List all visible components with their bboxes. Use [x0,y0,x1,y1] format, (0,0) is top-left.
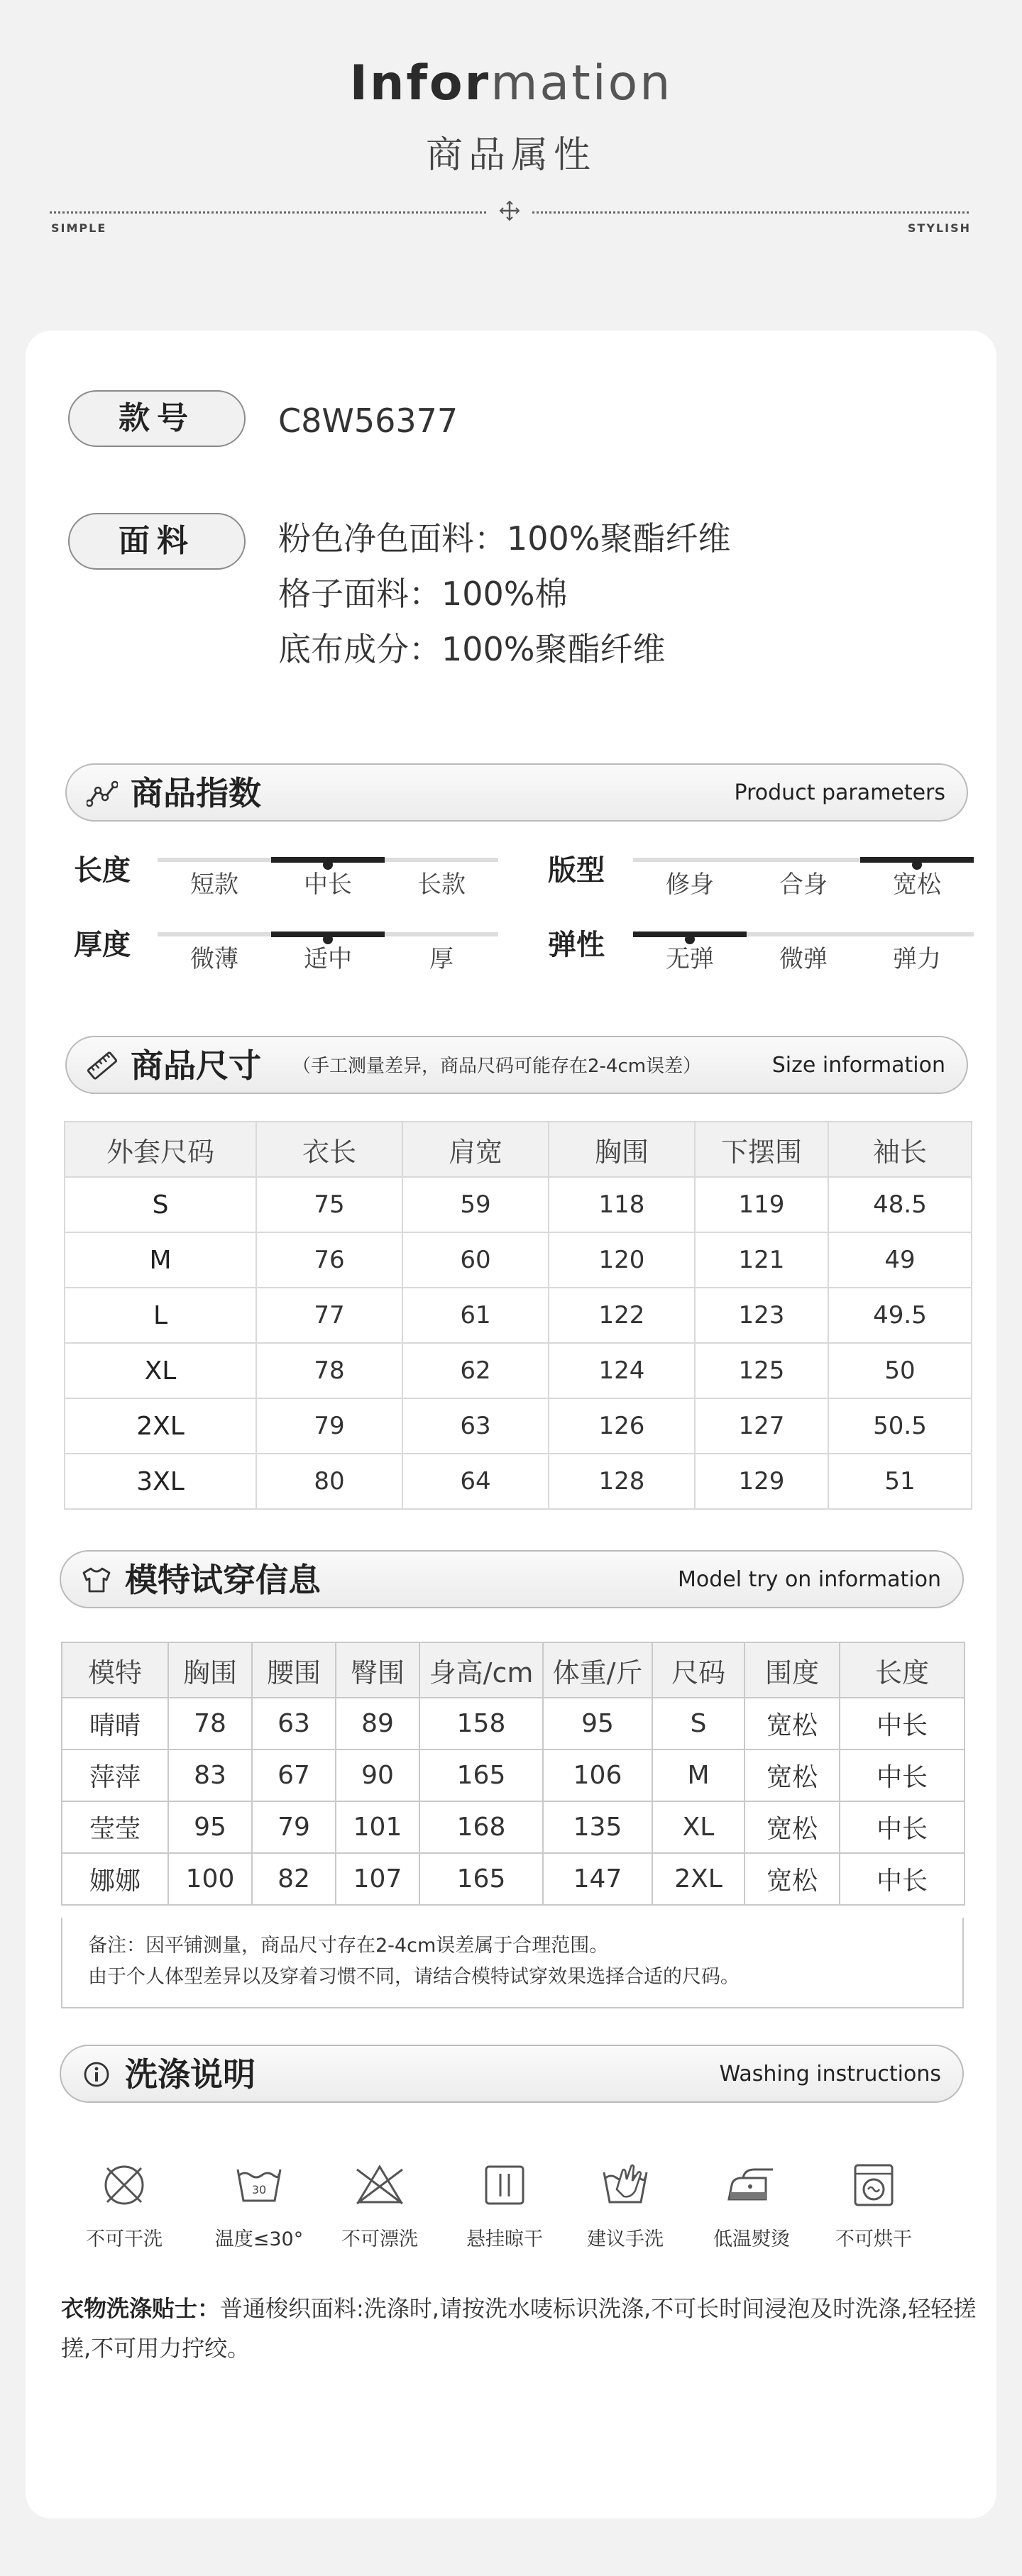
fabric-line: 格子面料：100%棉 [278,575,568,613]
table-cell: 89 [336,1698,419,1749]
table-cell: 129 [695,1454,828,1509]
section-model-info [60,1550,964,1608]
info-icon [81,2060,112,2089]
note-line: 由于个人体型差异以及穿着习惯不同，请结合模特试穿效果选择合适的尺码。 [88,1966,740,1988]
table-cell: 宽松 [744,1801,840,1853]
section-en-title: Model try on information [677,1567,941,1592]
table-cell: 121 [695,1232,828,1288]
no-bleach-icon [351,2157,408,2213]
table-cell: 3XL [65,1454,256,1509]
param-label: 版型 [548,854,605,887]
param-option: 长款 [417,870,466,899]
fabric-line: 底布成分：100%聚酯纤维 [278,630,666,668]
table-cell: 78 [256,1343,402,1398]
table-row [65,1398,972,1454]
table-header-cell: 衣长 [256,1122,402,1177]
table-cell: 123 [695,1288,828,1343]
wash-item [820,2157,927,2251]
table-cell: 宽松 [744,1698,840,1749]
table-header-cell: 围度 [744,1642,840,1698]
table-cell: 50 [828,1343,972,1398]
table-cell: 63 [402,1398,549,1454]
divider-right [532,211,969,214]
table-cell: 80 [256,1454,402,1509]
section-title: 洗涤说明 [125,2055,256,2094]
wash-30-icon [231,2157,287,2213]
table-header-cell: 体重/斤 [543,1642,652,1698]
washing-tips [61,2289,977,2368]
code-value: C8W56377 [278,402,458,440]
table-cell: 126 [549,1398,695,1454]
table-row [65,1232,972,1288]
param-option: 微薄 [190,945,238,973]
low-iron-icon [723,2157,780,2213]
table-cell: 79 [256,1398,402,1454]
page-title [0,55,1022,111]
cross-arrows-icon [499,200,520,221]
table-cell: 107 [336,1853,419,1905]
table-cell: 晴晴 [62,1698,168,1749]
table-cell: 78 [168,1698,252,1749]
table-cell: 90 [336,1749,419,1801]
table-cell: XL [652,1801,744,1853]
param-option: 微弹 [779,945,828,973]
table-header-cell: 腰围 [252,1642,336,1698]
table-cell: 95 [543,1698,652,1749]
table-cell: M [65,1232,256,1288]
table-cell: 61 [402,1288,549,1343]
table-cell: 62 [402,1343,549,1398]
table-cell: 128 [549,1454,695,1509]
table-cell: 119 [695,1177,828,1232]
section-title: 商品指数 [131,774,261,812]
table-row [62,1749,965,1801]
param-selected-dot [685,934,695,944]
tag-stylish: STYLISH [907,221,971,235]
table-header-cell: 身高/cm [419,1642,543,1698]
shirt-icon [81,1566,112,1594]
table-cell: 79 [252,1801,336,1853]
wash-item [572,2157,678,2251]
param-option: 宽松 [893,870,941,899]
table-cell: 118 [549,1177,695,1232]
table-cell: 125 [695,1343,828,1398]
table-cell: 中长 [840,1853,965,1905]
table-cell: 106 [543,1749,652,1801]
param-option: 无弹 [666,945,714,973]
param-selected-dot [323,934,333,944]
table-cell: 165 [419,1853,543,1905]
wash-label: 温度≤30° [214,2228,304,2250]
param-label: 厚度 [74,929,131,961]
model-table [61,1642,965,1906]
code-label: 款号 [68,390,246,447]
table-cell: 124 [549,1343,695,1398]
wash-label: 不可漂洗 [341,2228,418,2250]
model-notes [61,1918,964,2008]
wash-label: 低温熨烫 [713,2228,790,2250]
section-title: 模特试穿信息 [125,1561,321,1599]
table-row [65,1343,972,1398]
table-cell: 82 [252,1853,336,1905]
param-selected-dot [323,860,333,870]
wash-item [71,2157,177,2251]
table-cell: 77 [256,1288,402,1343]
table-cell: L [65,1288,256,1343]
tips-text: 普通梭织面料:洗涤时,请按洗水唛标识洗涤,不可长时间浸泡及时洗涤,轻轻搓搓,不可用力拧绞。 [61,2295,977,2362]
wash-label: 不可烘干 [835,2228,912,2250]
table-header-cell: 肩宽 [402,1122,549,1177]
param-option: 中长 [304,870,352,899]
table-cell: S [652,1698,744,1749]
table-cell: 中长 [840,1698,965,1749]
table-cell: 120 [549,1232,695,1288]
table-cell: 49 [828,1232,972,1288]
tag-simple: SIMPLE [51,221,107,235]
param-selected-dot [912,860,922,870]
table-cell: 48.5 [828,1177,972,1232]
wash-item [451,2157,558,2251]
wash-item [326,2157,433,2251]
no-tumble-dry-icon [845,2157,902,2213]
hand-wash-icon [597,2157,654,2213]
table-row [62,1853,965,1905]
table-cell: 中长 [840,1801,965,1853]
table-cell: 萍萍 [62,1749,168,1801]
table-cell: 63 [252,1698,336,1749]
table-cell: 67 [252,1749,336,1801]
table-cell: 中长 [840,1749,965,1801]
section-en-title: Washing instructions [719,2062,941,2086]
table-cell: 64 [402,1454,549,1509]
table-cell: 宽松 [744,1853,840,1905]
table-cell: 168 [419,1801,543,1853]
table-cell: M [652,1749,744,1801]
param-option: 适中 [304,945,352,973]
table-cell: 2XL [65,1398,256,1454]
table-cell: 165 [419,1749,543,1801]
table-row [65,1177,972,1232]
table-header-cell: 胸围 [168,1642,252,1698]
table-cell: 50.5 [828,1398,972,1454]
title-light-part: mation [490,55,673,111]
table-cell: 60 [402,1232,549,1288]
page-subtitle: 商品属性 [425,134,596,177]
table-cell: 122 [549,1288,695,1343]
param-label: 长度 [74,854,131,887]
table-header-cell: 尺码 [652,1642,744,1698]
svg-text:30: 30 [251,2183,267,2196]
note-line: 备注：因平铺测量，商品尺寸存在2-4cm误差属于合理范围。 [88,1935,609,1957]
table-cell: 127 [695,1398,828,1454]
table-cell: 101 [336,1801,419,1853]
table-cell: 147 [543,1853,652,1905]
hang-dry-icon [476,2157,533,2213]
ruler-icon [87,1051,118,1080]
table-header-cell: 模特 [62,1642,168,1698]
table-header-cell: 长度 [840,1642,965,1698]
section-note: （手工测量差异，商品尺码可能存在2-4cm误差） [292,1056,702,1077]
table-header-cell: 下摆围 [695,1122,828,1177]
section-en-title: Size information [771,1053,945,1078]
wash-label: 不可干洗 [86,2228,163,2250]
wash-label: 建议手洗 [587,2228,664,2250]
section-washing-instructions [60,2045,964,2103]
fabric-label: 面料 [68,513,246,570]
divider-left [50,211,486,214]
wash-item [206,2157,312,2251]
table-row [65,1288,972,1343]
fabric-line: 粉色净色面料：100%聚酯纤维 [278,519,731,558]
section-en-title: Product parameters [734,780,945,805]
param-option: 短款 [190,870,238,899]
table-cell: 59 [402,1177,549,1232]
table-cell: 宽松 [744,1749,840,1801]
param-option: 弹力 [893,945,941,973]
param-option: 厚 [429,945,454,973]
table-cell: 75 [256,1177,402,1232]
param-label: 弹性 [548,929,605,961]
table-cell: 100 [168,1853,252,1905]
table-row [62,1698,965,1749]
table-cell: 2XL [652,1853,744,1905]
table-header-cell: 胸围 [549,1122,695,1177]
table-cell: 49.5 [828,1288,972,1343]
table-row [65,1454,972,1509]
table-header-cell: 臀围 [336,1642,419,1698]
table-cell: S [65,1177,256,1232]
section-product-parameters [65,763,968,822]
table-cell: 135 [543,1801,652,1853]
table-cell: 76 [256,1232,402,1288]
table-header-cell: 外套尺码 [65,1122,256,1177]
table-cell: XL [65,1343,256,1398]
wash-item [698,2157,805,2251]
section-title: 商品尺寸 [131,1046,261,1085]
param-option: 合身 [779,870,828,899]
table-header-cell: 袖长 [828,1122,972,1177]
title-bold-part: Infor [349,55,491,111]
table-cell: 娜娜 [62,1853,168,1905]
trend-line-icon [87,779,118,807]
table-cell: 158 [419,1698,543,1749]
no-dry-clean-icon [96,2157,153,2213]
wash-label: 悬挂晾干 [466,2228,543,2250]
size-table [64,1121,972,1510]
table-cell: 83 [168,1749,252,1801]
section-size-information [65,1036,968,1094]
table-cell: 莹莹 [62,1801,168,1853]
table-row [62,1801,965,1853]
param-option: 修身 [666,870,714,899]
table-cell: 95 [168,1801,252,1853]
tips-label: 衣物洗涤贴士： [61,2295,221,2322]
table-cell: 51 [828,1454,972,1509]
